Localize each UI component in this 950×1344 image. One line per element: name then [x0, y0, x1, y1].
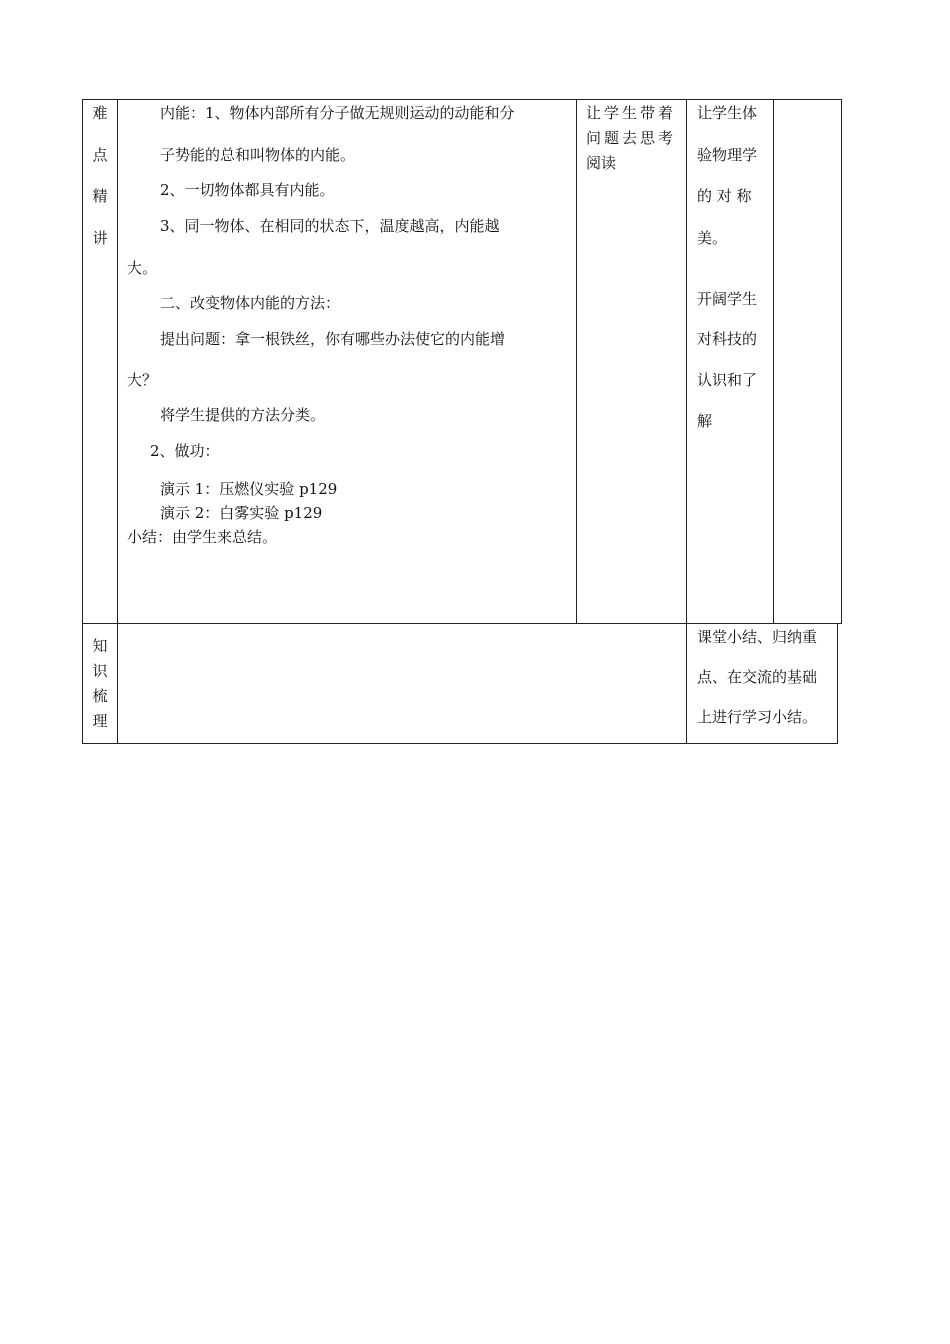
content-column-divider	[576, 99, 577, 623]
side-label-char: 知	[92, 637, 108, 655]
content-line: 3、同一物体、在相同的状态下，温度越高，内能越	[160, 217, 500, 235]
content-line: 小结：由学生来总结。	[127, 528, 278, 546]
design-intent-line: 的 对 称	[697, 187, 752, 205]
content-line: 2、一切物体都具有内能。	[160, 181, 335, 199]
content-line: 二、改变物体内能的方法：	[160, 294, 341, 312]
intent-column-divider	[686, 99, 687, 744]
summary-line: 上进行学习小结。	[697, 708, 818, 726]
summary-line: 课堂小结、归纳重	[697, 628, 818, 646]
label-column-divider	[117, 99, 118, 744]
design-intent-line: 对科技的	[697, 330, 758, 348]
design-intent-line: 解	[697, 412, 713, 430]
side-label-char: 精	[92, 187, 108, 205]
content-line: 将学生提供的方法分类。	[160, 406, 326, 424]
content-line: 演示 1：压燃仪实验 p129	[160, 480, 338, 498]
content-line: 演示 2：白雾实验 p129	[160, 504, 323, 522]
table-right-border-lower	[837, 623, 838, 744]
design-intent-line: 美。	[697, 229, 728, 247]
content-line: 子势能的总和叫物体的内能。	[160, 146, 356, 164]
blank-column-divider	[773, 99, 774, 623]
table-right-border-upper	[841, 99, 842, 623]
student-activity-line: 问题去思考	[586, 129, 677, 147]
side-label-char: 识	[92, 662, 108, 680]
design-intent-line: 认识和了	[697, 371, 758, 389]
content-line: 大。	[127, 259, 158, 277]
design-intent-line: 让学生体	[697, 104, 758, 122]
student-activity-line: 阅读	[586, 154, 617, 172]
content-line: 提出问题：拿一根铁丝，你有哪些办法使它的内能增	[160, 330, 506, 348]
content-line: 内能：1、物体内部所有分子做无规则运动的动能和分	[160, 104, 515, 122]
summary-line: 点、在交流的基础	[697, 668, 818, 686]
side-label-char: 点	[92, 146, 108, 164]
side-label-char: 讲	[92, 229, 108, 247]
design-intent-line: 验物理学	[697, 146, 758, 164]
table-top-border	[82, 99, 842, 100]
side-label-char: 难	[92, 104, 108, 122]
design-intent-line: 开阔学生	[697, 290, 758, 308]
content-line: 大？	[127, 371, 158, 389]
student-activity-line: 让学生带着	[586, 104, 677, 122]
table-left-border	[82, 99, 83, 744]
table-bottom-border	[82, 743, 838, 744]
side-label-char: 理	[92, 712, 108, 730]
row-divider	[82, 623, 842, 624]
content-line: 2、做功：	[150, 442, 220, 460]
side-label-char: 梳	[92, 687, 108, 705]
